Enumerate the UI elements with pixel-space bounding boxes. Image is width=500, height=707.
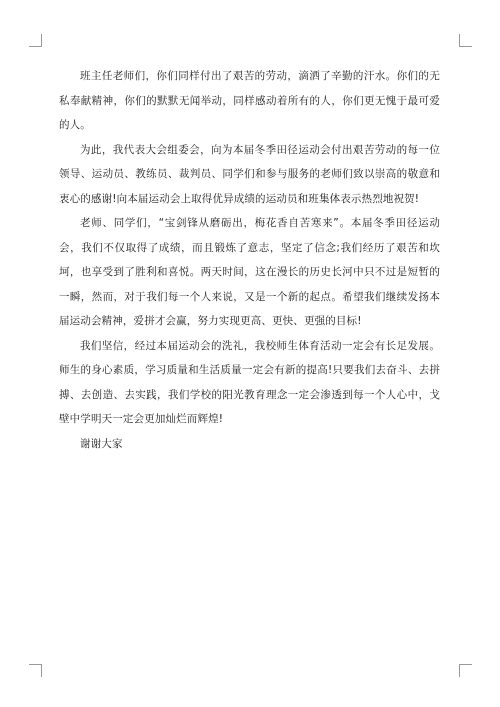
top-left-corner-mark: [29, 34, 42, 47]
bottom-right-corner-mark: [459, 664, 472, 677]
paragraph-belief: 我们坚信，经过本届运动会的洗礼，我校师生体育活动一定会有长足发展。师生的身心素质，学习质量和生活质量一定会有新的提高!只要我们去奋斗、去拼搏、去创造、去实践，我们学校的阳光教育理念一定会渗透到每一个人心中，戈壁中学明天一定会更加灿烂而辉煌!: [59, 339, 440, 425]
bottom-left-corner-mark: [29, 664, 42, 677]
document-body: [59, 64, 440, 456]
top-right-corner-mark: [459, 34, 472, 47]
paragraph-teachers: 班主任老师们，你们同样付出了艰苦的劳动，滴洒了辛勤的汗水。你们的无私奉献精神，你们的默默无闻举动，同样感动着所有的人，你们更无愧于最可爱的人。: [59, 70, 440, 131]
paragraph-reflection: 老师、同学们，“宝剑锋从磨砺出，梅花香自苦寒来”。本届冬季田径运动会，我们不仅取得了成绩，而且锻炼了意志，坚定了信念;我们经历了艰苦和坎坷，也享受到了胜利和喜悦。两天时间，这在漫长的历史长河中只不过是短暂的一瞬，然而，对于我们每一个人来说，又是一个新的起点。希望我们继续发扬本届运动会精神，爱拼才会赢，努力实现更高、更快、更强的目标!: [59, 217, 440, 327]
closing-line: 谢谢大家: [80, 437, 123, 450]
paragraph-thanks: 为此，我代表大会组委会，向为本届冬季田径运动会付出艰苦劳动的每一位领导、运动员、教练员、裁判员、同学们和参与服务的老师们致以崇高的敬意和衷心的感谢!向本届运动会上取得优异成绩的运动员和班集体表示热烈地祝贺!: [59, 143, 440, 205]
